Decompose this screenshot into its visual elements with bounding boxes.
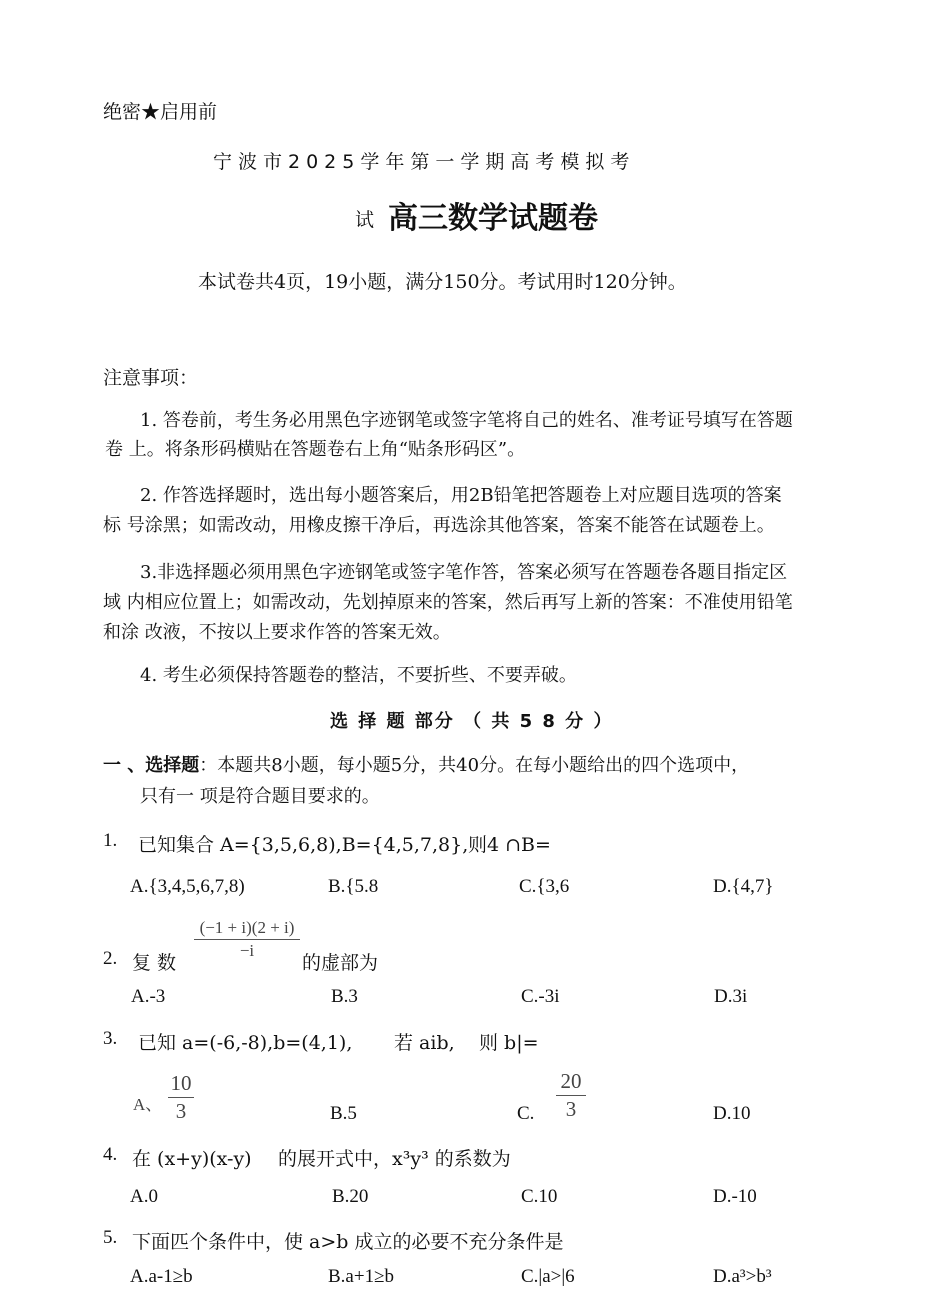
- question-3-option-c-fraction: [556, 1069, 586, 1122]
- question-3-number: 3.: [103, 1028, 118, 1049]
- section-title: 选 择 题 部分 （ 共 5 8 分 ）: [330, 711, 614, 732]
- note-2-line-1: 2. 作答选择题时，选出每小题答案后，用2B铅笔把答题卷上对应题目选项的答案: [140, 485, 782, 506]
- question-5-option-b: B.a+1≥b: [328, 1266, 394, 1287]
- question-4-number: 4.: [103, 1144, 118, 1165]
- question-3-option-d: D.10: [713, 1103, 751, 1124]
- question-4-option-c: C.10: [521, 1186, 558, 1207]
- question-1-number: 1.: [103, 830, 118, 851]
- question-2-option-b: B.3: [331, 986, 358, 1007]
- section-intro-text: ：本题共8小题，每小题5分，共40分。在每小题给出的四个选项中，: [199, 755, 750, 776]
- question-5-option-c: C.|a>|6: [521, 1266, 575, 1287]
- exam-info: 本试卷共4页，19小题，满分150分。考试用时120分钟。: [198, 271, 687, 293]
- question-4-option-a: A.0: [130, 1186, 158, 1207]
- question-3-c-denominator: 3: [565, 1097, 577, 1121]
- question-2-fraction: [194, 918, 300, 961]
- question-4-option-b: B.20: [332, 1186, 369, 1207]
- question-2-option-d: D.3i: [714, 986, 748, 1007]
- question-3-option-c-label: C.: [517, 1103, 535, 1124]
- note-3-line-3: 和涂 改液，不按以上要求作答的答案无效。: [103, 622, 451, 643]
- question-2-option-a: A.-3: [131, 986, 166, 1007]
- question-2-number: 2.: [103, 948, 118, 969]
- fraction-bar: [194, 939, 300, 940]
- fraction-bar: [168, 1097, 194, 1098]
- question-2-fraction-denominator: −i: [239, 941, 255, 960]
- question-3-option-a-fraction: [168, 1071, 194, 1124]
- question-1-stem: 已知集合 A={3,5,6,8),B={4,5,7,8},: [138, 834, 469, 856]
- question-5-stem: 下面匹个条件中，使 a>b 成立的必要不充分条件是: [132, 1231, 564, 1253]
- section-intro: [103, 751, 749, 777]
- exam-title-prefix: 试: [355, 209, 375, 231]
- exam-title-main: 高三数学试题卷: [388, 201, 598, 236]
- question-2-fraction-numerator: (−1 + i)(2 + i): [199, 918, 295, 937]
- question-1-option-b: B.{5.8: [328, 876, 379, 897]
- question-1-option-d: D.{4,7}: [713, 876, 774, 897]
- question-4-stem: 在 (x+y)(x-y): [132, 1148, 252, 1170]
- section-intro-label: 一 、选择题: [103, 755, 200, 776]
- note-3-line-1: 3.非选择题必须用黑色字迹钢笔或签字笔作答，答案必须写在答题卷各题目指定区: [140, 562, 788, 583]
- question-3-mid: 若 aib,: [394, 1032, 455, 1054]
- note-4: 4. 考生必须保持答题卷的整洁，不要折些、不要弄破。: [140, 665, 577, 686]
- question-3-option-a-label: A、: [133, 1095, 163, 1114]
- question-3-c-numerator: 20: [560, 1069, 582, 1093]
- question-2-tail: 的虚部为: [302, 952, 379, 974]
- question-5-option-d: D.a³>b³: [713, 1266, 772, 1287]
- fraction-bar: [556, 1095, 586, 1096]
- question-5-number: 5.: [103, 1227, 118, 1248]
- notes-heading: 注意事项：: [103, 367, 199, 389]
- question-3-tail: 则 b|=: [479, 1032, 539, 1054]
- question-3-stem: 已知 a=(-6,-8),b=(4,1),: [138, 1032, 353, 1054]
- question-2-stem: 复 数: [132, 952, 177, 974]
- note-1-line-2: 卷 上。将条形码横贴在答题卷右上角“贴条形码区”。: [105, 439, 526, 460]
- question-4-tail: 的展开式中，x³y³ 的系数为: [278, 1148, 511, 1170]
- question-2-option-c: C.-3i: [521, 986, 560, 1007]
- question-3-option-b: B.5: [330, 1103, 357, 1124]
- question-4-option-d: D.-10: [713, 1186, 757, 1207]
- note-3-line-2: 域 内相应位置上；如需改动，先划掉原来的答案，然后再写上新的答案：不准使用铅笔: [103, 592, 793, 613]
- question-3-a-denominator: 3: [175, 1099, 187, 1123]
- section-intro-line2: 只有一 项是符合题目要求的。: [140, 786, 380, 807]
- question-1-option-c: C.{3,6: [519, 876, 570, 897]
- question-1-tail: 则4 ∩B=: [468, 834, 551, 856]
- question-1-option-a: A.{3,4,5,6,7,8): [130, 876, 245, 897]
- question-3-a-numerator: 10: [170, 1071, 192, 1095]
- confidential-mark: 绝密★启用前: [103, 101, 218, 123]
- note-1-line-1: 1. 答卷前，考生务必用黑色字迹钢笔或签字笔将自己的姓名、准考证号填写在答题: [140, 410, 793, 431]
- question-5-option-a: A.a-1≥b: [130, 1266, 193, 1287]
- exam-title-line1: 宁波市2025学年第一学期高考模拟考: [213, 151, 636, 173]
- note-2-line-2: 标 号涂黑；如需改动，用橡皮擦干净后，再选涂其他答案，答案不能答在试题卷上。: [103, 515, 775, 536]
